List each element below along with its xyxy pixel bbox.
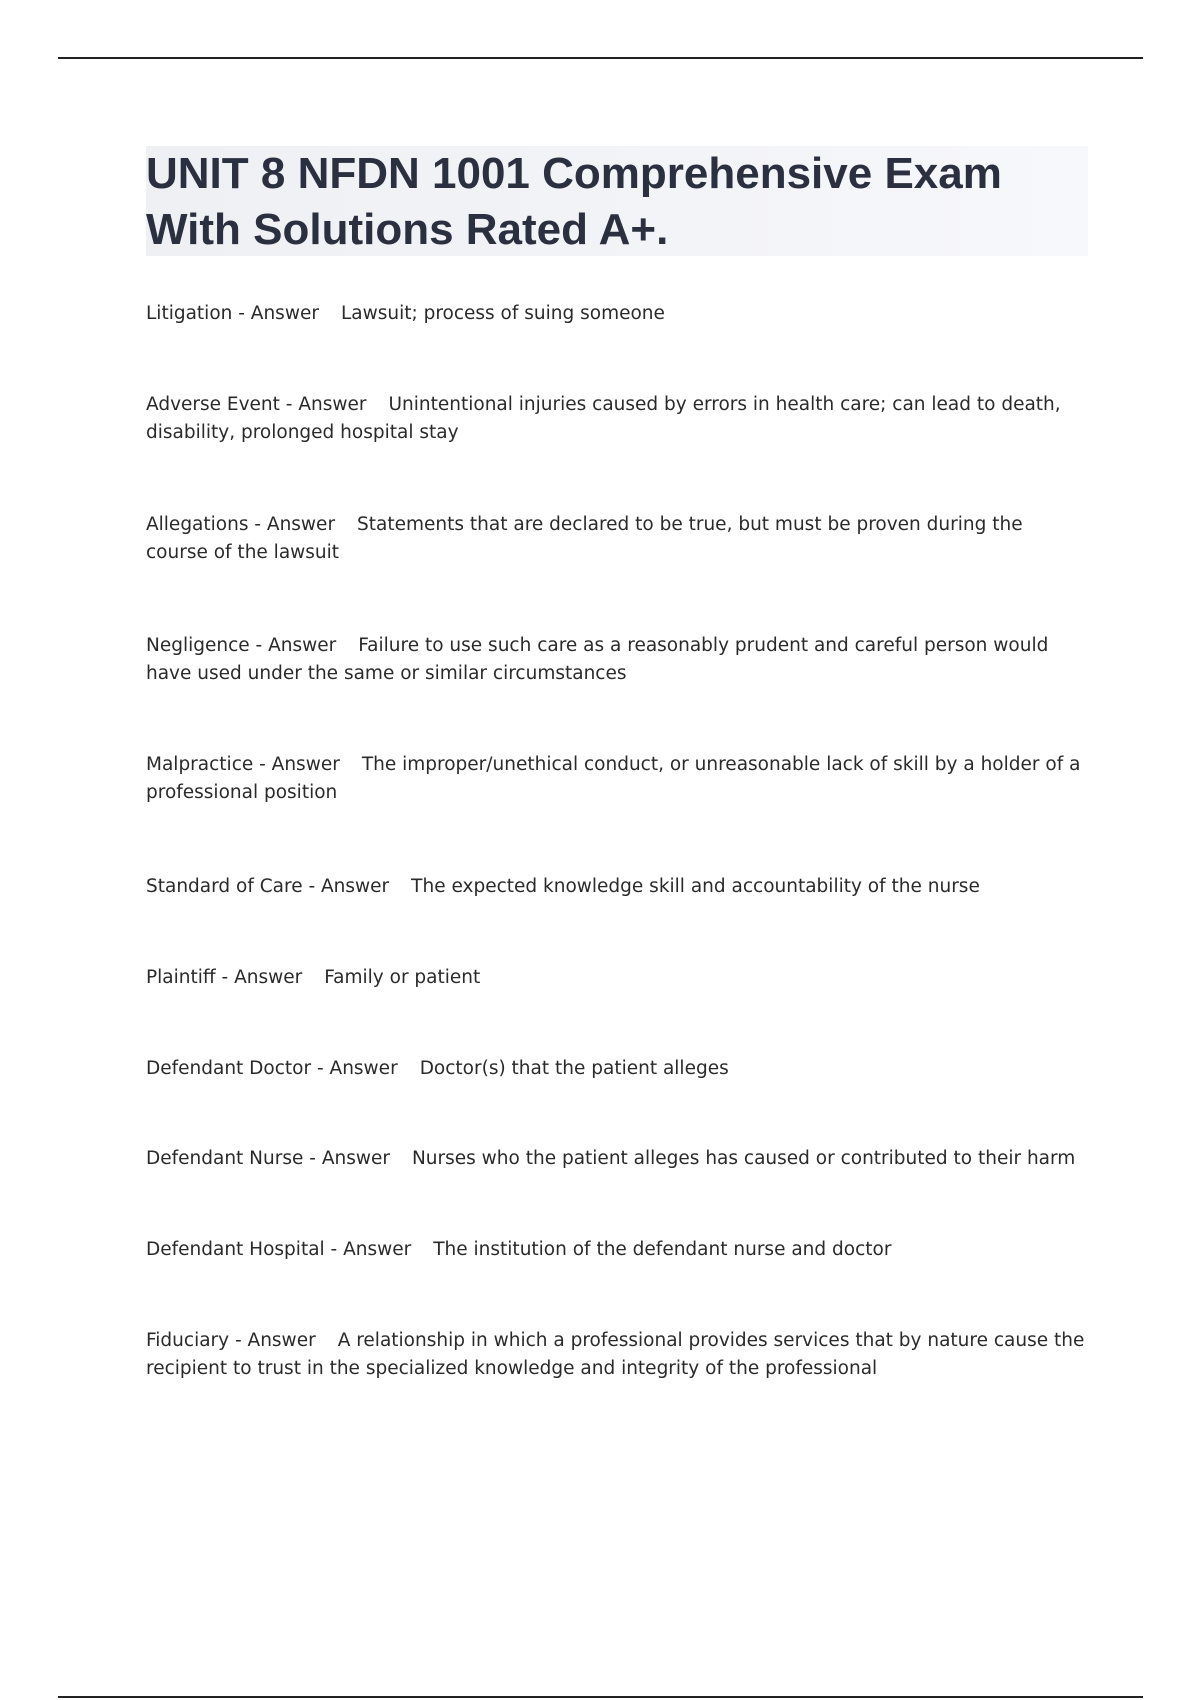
qa-term: Defendant Doctor - Answer xyxy=(146,1058,398,1079)
qa-term: Negligence - Answer xyxy=(146,635,337,656)
qa-answer: Doctor(s) that the patient alleges xyxy=(419,1058,729,1079)
qa-answer: The improper/unethical conduct, or unreasonable lack of skill by a holder of a professional position xyxy=(146,754,1081,803)
qa-entry xyxy=(146,751,1086,807)
qa-answer: The institution of the defendant nurse and doctor xyxy=(433,1239,892,1260)
qa-entry xyxy=(146,964,480,992)
qa-entry xyxy=(146,873,980,901)
qa-term: Standard of Care - Answer xyxy=(146,876,390,897)
qa-answer: Lawsuit; process of suing someone xyxy=(340,303,665,324)
qa-answer: The expected knowledge skill and accountability of the nurse xyxy=(411,876,980,897)
qa-answer: Family or patient xyxy=(324,967,481,988)
top-divider xyxy=(58,57,1143,59)
qa-term: Allegations - Answer xyxy=(146,514,336,535)
qa-entry xyxy=(146,300,665,328)
qa-answer: A relationship in which a professional provides services that by nature cause the recipient to trust in the specialized knowledge and integrity of the professional xyxy=(146,1330,1085,1379)
qa-entry xyxy=(146,1145,1075,1173)
qa-answer: Failure to use such care as a reasonably prudent and careful person would have used under the same or similar circumstances xyxy=(146,635,1049,684)
qa-term: Defendant Nurse - Answer xyxy=(146,1148,390,1169)
qa-answer: Nurses who the patient alleges has caused or contributed to their harm xyxy=(411,1148,1076,1169)
title-banner xyxy=(146,146,1088,256)
qa-term: Plaintiff - Answer xyxy=(146,967,303,988)
qa-entry xyxy=(146,1327,1086,1383)
qa-term: Defendant Hospital - Answer xyxy=(146,1239,412,1260)
qa-term: Adverse Event - Answer xyxy=(146,394,367,415)
qa-term: Fiduciary - Answer xyxy=(146,1330,316,1351)
qa-entry xyxy=(146,1055,729,1083)
qa-term: Malpractice - Answer xyxy=(146,754,340,775)
qa-answer: Unintentional injuries caused by errors in health care; can lead to death, disability, prolonged hospital stay xyxy=(146,394,1061,443)
qa-answer: Statements that are declared to be true, but must be proven during the course of the lawsuit xyxy=(146,514,1023,563)
qa-entry xyxy=(146,1236,891,1264)
document-title: UNIT 8 NFDN 1001 Comprehensive Exam With Solutions Rated A+. xyxy=(146,149,1002,254)
qa-entry xyxy=(146,632,1086,688)
bottom-divider xyxy=(58,1696,1143,1698)
qa-term: Litigation - Answer xyxy=(146,303,319,324)
qa-entry xyxy=(146,391,1086,447)
qa-entry xyxy=(146,511,1086,567)
